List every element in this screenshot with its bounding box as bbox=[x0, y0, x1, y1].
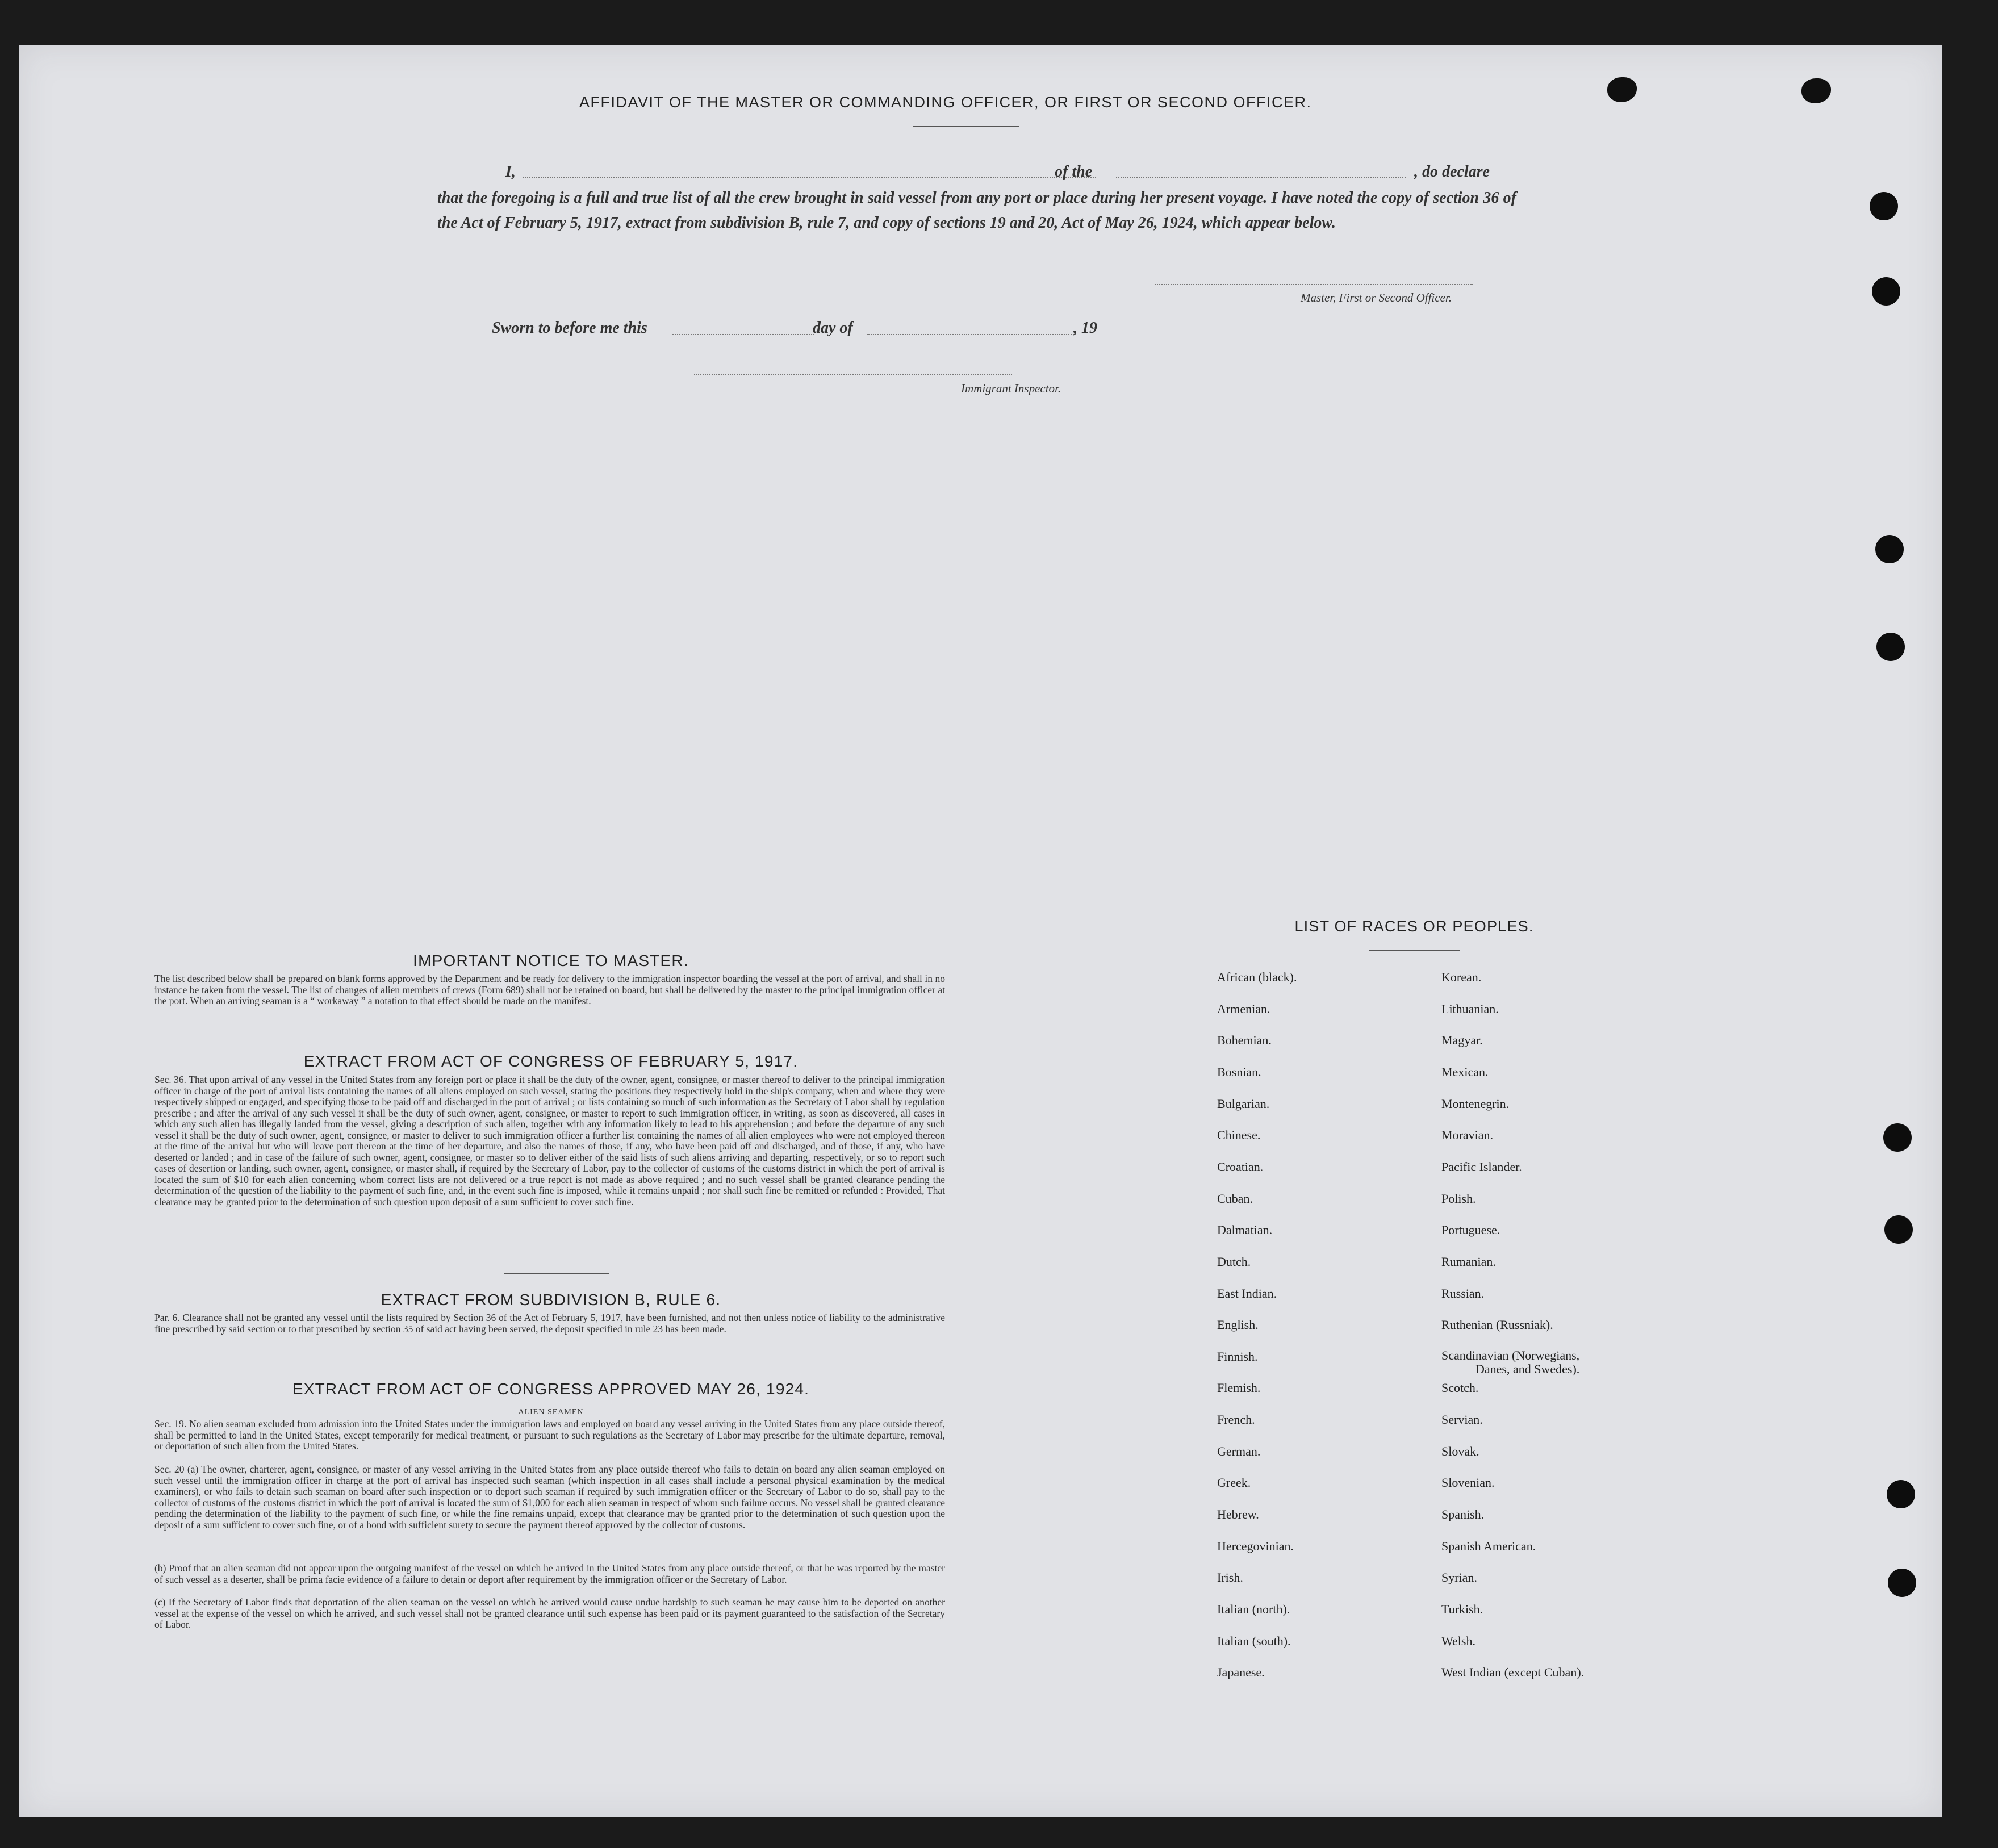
race-item: Irish. bbox=[1217, 1570, 1243, 1584]
extract-1924-sec19: Sec. 19. No alien seaman excluded from admission into the United States under the immigration laws and employed on board any vessel arriving in the United States from any place outside thereof, shall be permitted to land in the United States, except temporarily for medical treatment, or pursuant to such regulations as the Secretary of Labor may prescribe for the ultimate departure, removal, or deportation of such alien from the United States. bbox=[154, 1418, 945, 1452]
race-item: Dutch. bbox=[1217, 1255, 1251, 1269]
race-item: Spanish. bbox=[1441, 1507, 1485, 1521]
race-item: Hebrew. bbox=[1217, 1507, 1259, 1521]
race-item: French. bbox=[1217, 1412, 1255, 1427]
race-item: Pacific Islander. bbox=[1441, 1160, 1522, 1174]
punch-hole bbox=[1870, 192, 1898, 220]
sworn-prefix: Sworn to before me this bbox=[492, 319, 647, 337]
race-item: Turkish. bbox=[1441, 1602, 1483, 1616]
race-item: Armenian. bbox=[1217, 1002, 1270, 1016]
race-item: Montenegrin. bbox=[1441, 1097, 1510, 1111]
punch-hole bbox=[1884, 1215, 1913, 1244]
race-item: German. bbox=[1217, 1444, 1261, 1458]
affidavit-body: that the foregoing is a full and true list of all the crew brought in said vessel from any port or place during her present voyage. I have noted the copy of section 36 of the Act of February 5, 1917, extract from subdivision B, rule 7, and copy of sections 19 and 20, Act of May 26, 1924, which appear below. bbox=[437, 189, 1516, 232]
race-item: Slovak. bbox=[1441, 1444, 1479, 1458]
race-item: Mexican. bbox=[1441, 1065, 1489, 1079]
race-item: Syrian. bbox=[1441, 1570, 1477, 1584]
title-rule bbox=[913, 126, 1019, 127]
race-item: African (black). bbox=[1217, 970, 1297, 984]
extract-1924-sec20b: (b) Proof that an alien seaman did not appear upon the outgoing manifest of the vessel on which he arrived in the United States from any place outside thereof, or that he was reported by the master of such vessel as a deserter, shall be prima facie evidence of a failure to detain or deport after requirement by the immigration officer or the Secretary of Labor. bbox=[154, 1562, 945, 1585]
affidavit-i: I, bbox=[505, 163, 516, 181]
race-item: Croatian. bbox=[1217, 1160, 1264, 1174]
race-item: Rumanian. bbox=[1441, 1255, 1496, 1269]
sworn-day-of: day of bbox=[813, 319, 853, 337]
extract-rule6-text: Par. 6. Clearance shall not be granted any vessel until the lists required by Section 36 of the Act of February 5, 1917, have been furnished, and not then unless notice of liability to the administrative fine prescribed by said section or to that prescribed by section 35 of said act having been served, the deposit specified in rule 23 has been made. bbox=[154, 1312, 945, 1335]
punch-hole bbox=[1872, 277, 1900, 306]
race-item: Ruthenian (Russniak). bbox=[1441, 1318, 1553, 1332]
affidavit-do-declare: , do declare bbox=[1414, 163, 1490, 181]
vessel-blank[interactable] bbox=[1116, 177, 1406, 178]
race-item: Italian (north). bbox=[1217, 1602, 1290, 1616]
race-item: West Indian (except Cuban). bbox=[1441, 1665, 1585, 1679]
race-item: Italian (south). bbox=[1217, 1634, 1291, 1648]
punch-hole bbox=[1876, 633, 1905, 661]
extract-1924-subtitle: ALIEN SEAMEN bbox=[518, 1408, 584, 1416]
race-item: Welsh. bbox=[1441, 1634, 1475, 1648]
race-item: Bohemian. bbox=[1217, 1033, 1272, 1047]
race-item: Magyar. bbox=[1441, 1033, 1483, 1047]
section-rule bbox=[504, 1273, 609, 1274]
race-item: Scotch. bbox=[1441, 1381, 1479, 1395]
day-blank[interactable] bbox=[672, 334, 814, 335]
race-item: Finnish. bbox=[1217, 1349, 1258, 1364]
inspector-signature-line[interactable] bbox=[694, 374, 1012, 375]
document-page bbox=[19, 45, 1942, 1817]
sworn-year: , 19 bbox=[1073, 319, 1097, 337]
punch-hole bbox=[1887, 1480, 1915, 1508]
extract-1924-sec20c: (c) If the Secretary of Labor finds that deportation of the alien seaman on the vessel on which he arrived would cause undue hardship to such seaman he may cause him to be deported on another vessel at the expense of the vessel on which he arrived, and such vessel shall not be granted clearance until such expense has been paid or its payment guaranteed to the satisfaction of the Secretary of Labor. bbox=[154, 1596, 945, 1630]
race-item: Flemish. bbox=[1217, 1381, 1261, 1395]
affidavit-first-line bbox=[505, 161, 1516, 186]
affidavit-of-the: of the bbox=[1055, 163, 1093, 181]
sworn-line bbox=[492, 318, 1173, 343]
race-item: Chinese. bbox=[1217, 1128, 1261, 1142]
race-item: Polish. bbox=[1441, 1191, 1476, 1206]
extract-1917-title: EXTRACT FROM ACT OF CONGRESS OF FEBRUARY 5, 1917. bbox=[303, 1052, 799, 1070]
race-item: Moravian. bbox=[1441, 1128, 1494, 1142]
race-item: Hercegovinian. bbox=[1217, 1539, 1294, 1553]
extract-1917-text: Sec. 36. That upon arrival of any vessel in the United States from any foreign port or place it shall be the duty of the owner, agent, consignee, or master thereof to deliver to the principal immigration officer in charge of the port of arrival lists containing the names of all aliens employed on such vessel, stating the positions they respectively hold in the ship's company, when and where they were respectively shipped or engaged, and specifying those to be paid off and discharged in the port of arrival ; or lists containing so much of such information as the Secretary of Labor shall by regulation prescribe ; and after the arrival of any such vessel it shall be the duty of such owner, agent, consignee, or master to report to such immigration officer, in writing, as soon as discovered, all cases in which any such alien has illegally landed from the vessel, giving a description of such alien, together with any information likely to lead to his apprehension ; and before the departure of any such vessel it shall be the duty of such owner, agent, consignee, or master to deliver to such immigration officer a further list containing the names of all alien employees who were not employed thereon at the time of the arrival but who will leave port thereon at the time of her departure, and also the names of those, if any, who have been paid off and discharged, and of those, if any, who have deserted or landed ; and in case of the failure of such owner, agent, consignee, or master so to deliver either of the said lists of such aliens arriving and departing, respectively, or so to report such cases of desertion or landing, such owner, agent, consignee, or master shall, if required by the Secretary of Labor, pay to the collector of customs of the customs district in which the port of arrival is located the sum of $10 for each alien concerning whom correct lists are not delivered or a true report is not made as above required ; and no such vessel shall be granted clearance pending the determination of the question of the liability to the payment of such fine, and, in the event such fine is imposed, while it remains unpaid ; nor shall such fine be remitted or refunded : Provided, That clearance may be granted prior to the determination of such question upon deposit of a sum sufficient to cover such fine. bbox=[154, 1074, 945, 1207]
punch-hole bbox=[1888, 1569, 1916, 1597]
race-item: Bulgarian. bbox=[1217, 1097, 1270, 1111]
race-item: East Indian. bbox=[1217, 1286, 1277, 1301]
extract-1924-sec20a: Sec. 20 (a) The owner, charterer, agent, consignee, or master of any vessel arriving in the United States from any place outside thereof who fails to detain on board any alien seaman employed on such vessel until the immigration officer in charge at the port of arrival has inspected such seaman (which inspection in all cases shall include a personal physical examination by the medical examiners), or who fails to detain such seaman on board after such inspection or to deport such seaman if required by such immigration officer or the Secretary of Labor to do so, shall pay to the collector of customs of the customs district in which the port of arrival is located the sum of $1,000 for each alien seaman in respect of whom such failure occurs. No vessel shall be granted clearance pending the determination of the liability to the payment of such fine, or while the fine remains unpaid, except that clearance may be granted prior to the determination of such question upon the deposit of a sum sufficient to cover such fine, or of a bond with sufficient surety to secure the payment thereof approved by the collector of customs. bbox=[154, 1464, 945, 1531]
notice-title: IMPORTANT NOTICE TO MASTER. bbox=[413, 952, 689, 969]
race-item: Spanish American. bbox=[1441, 1539, 1536, 1553]
race-item: Greek. bbox=[1217, 1475, 1251, 1490]
race-item: Lithuanian. bbox=[1441, 1002, 1499, 1016]
race-item: English. bbox=[1217, 1318, 1259, 1332]
race-item: Servian. bbox=[1441, 1412, 1483, 1427]
race-item: Dalmatian. bbox=[1217, 1223, 1273, 1237]
race-item: Slovenian. bbox=[1441, 1475, 1495, 1490]
race-item: Russian. bbox=[1441, 1286, 1485, 1301]
extract-1924-title: EXTRACT FROM ACT OF CONGRESS APPROVED MAY 26, 1924. bbox=[292, 1380, 810, 1398]
races-title-rule bbox=[1369, 950, 1460, 951]
races-title: LIST OF RACES OR PEOPLES. bbox=[1294, 918, 1534, 935]
inspector-label: Immigrant Inspector. bbox=[961, 382, 1061, 395]
master-label: Master, First or Second Officer. bbox=[1301, 291, 1452, 304]
name-blank[interactable] bbox=[523, 177, 1096, 178]
race-item: Scandinavian (Norwegians, bbox=[1441, 1348, 1580, 1362]
month-blank[interactable] bbox=[867, 334, 1076, 335]
master-signature-line[interactable] bbox=[1155, 284, 1473, 285]
punch-hole bbox=[1875, 535, 1904, 563]
extract-rule6-title: EXTRACT FROM SUBDIVISION B, RULE 6. bbox=[381, 1291, 721, 1308]
affidavit-title: AFFIDAVIT OF THE MASTER OR COMMANDING OFFICER, OR FIRST OR SECOND OFFICER. bbox=[579, 94, 1312, 111]
race-item: Korean. bbox=[1441, 970, 1482, 984]
race-item: Portuguese. bbox=[1441, 1223, 1500, 1237]
notice-text: The list described below shall be prepared on blank forms approved by the Department and be ready for delivery to the immigration inspector boarding the vessel at the port of arrival, and shall in no instance be taken from the vessel. The list of changes of alien members of crews (Form 689) shall not be retained on board, but shall be delivered by the master to the principal immigration officer at the port. When an arriving seaman is a “ workaway ” a notation to that effect should be made on the manifest. bbox=[154, 973, 945, 1006]
race-item: Cuban. bbox=[1217, 1191, 1253, 1206]
race-item: Bosnian. bbox=[1217, 1065, 1261, 1079]
punch-hole bbox=[1883, 1123, 1912, 1152]
race-item-continuation: Danes, and Swedes). bbox=[1475, 1362, 1580, 1376]
race-item: Japanese. bbox=[1217, 1665, 1265, 1679]
